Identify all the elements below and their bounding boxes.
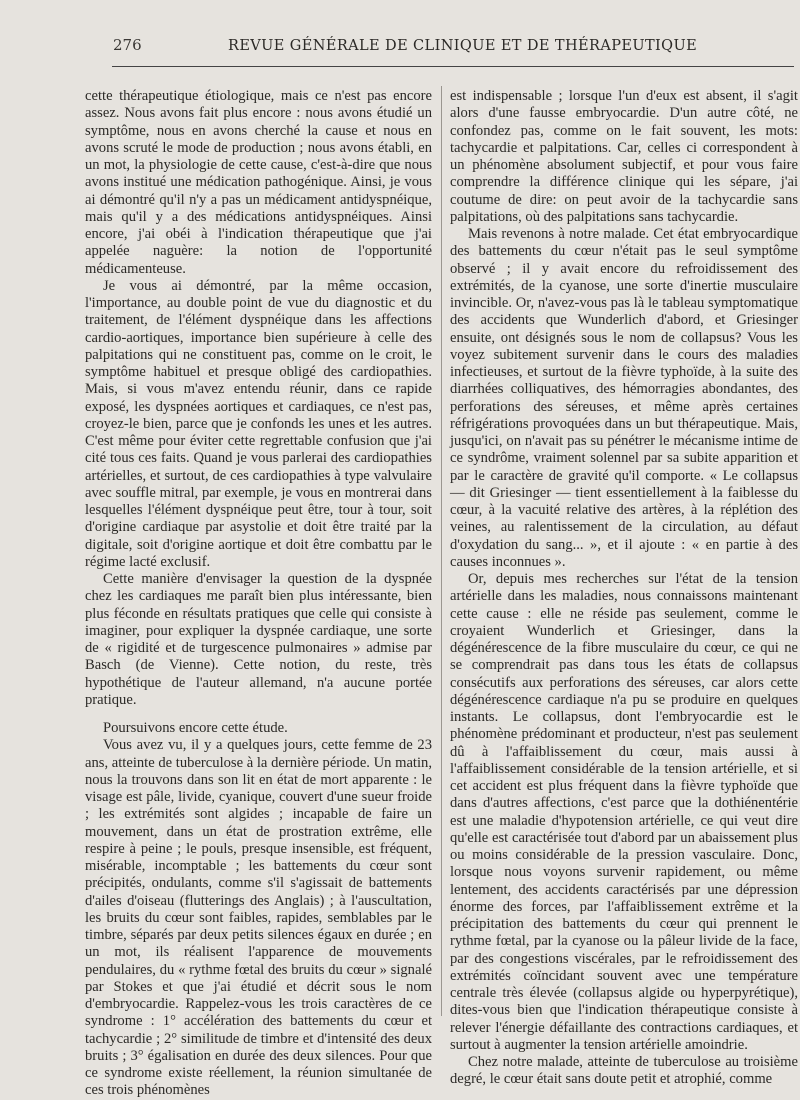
column-divider xyxy=(441,86,442,1016)
paragraph: Mais revenons à notre malade. Cet état embryocardique des battements du cœur n'était pas le seul symptôme observé ; il y avait encore du refroidissement des extrémités, de la cyanose, une sorte d'inertie musculaire invincible. Or, n'avez-vous pas là le tableau symptomatique des accidents que Wunderlich d'abord, et Griesinger ensuite, ont désignés sous le nom de collapsus? Vous les voyez subitement survenir dans le cours des maladies infectieuses, et surtout de la fièvre typhoïde, à la suite des diarrhées colliquatives, des hémorragies abondantes, des perforations des séreuses, et même après certaines réfrigérations provoquées dans un but thérapeutique. Mais, jusqu'ici, on n'avait pas su pénétrer le mécanisme intime de ce syndrôme, vraiment solennel par sa subite apparition et par le caractère de gravité qu'il comporte. « Le collapsus — dit Griesinger — tient essentiellement à la faiblesse du cœur, à la vacuité relative des artères, à la réplétion des veines, au ralentissement de la circulation, au défaut d'oxydation du sang... », et il ajoute : « en partie à des causes inconnues ». xyxy=(450,226,798,570)
page-header xyxy=(0,0,800,70)
paragraph: Poursuivons encore cette étude. xyxy=(103,720,288,736)
paragraph: Or, depuis mes recherches sur l'état de la tension artérielle dans les maladies, nous connaissons maintenant cette cause : elle ne réside pas seulement, comme le croyaient Wunderlich et Griesinger, dans la dégénérescence de la fibre musculaire du cœur, ce qui ne se comprendrait pas dans tous les états de collapsus consécutifs aux perforations des séreuses, car alors cette dégénérescence cardiaque n'a pu se produire en quelques instants. Le collapsus, dont l'embryocardie est le phénomène prédominant et producteur, n'est pas seulement dû à l'affaiblissement du cœur, mais aussi à l'affaiblissement considérable de la tension artérielle, et si cet accident est plus fréquent dans la fièvre typhoïde que dans d'autres affections, c'est parce que la dothiénentérie est une maladie d'hypotension artérielle, ce qui veut dire qu'elle est caractérisée tout d'abord par un abaissement plus ou moins considérable de la pression vasculaire. Donc, lorsque nous voyons survenir rapidement, ou même lentement, des accidents caractérisés par une dépression énorme des forces, par l'affaiblissement extrême et la précipitation des battements du cœur qui prennent le rythme fœtal, par la cyanose ou la pâleur livide de la face, par des congestions viscérales, par le refroidissement des extrémités coïncidant souvent avec une température centrale très élevée (collapsus algide ou hyperpyrétique), dites-vous bien que l'indication thérapeutique consiste à relever l'énergie défaillante des contractions cardiaques, et surtout à augmenter la tension artérielle amoindrie. xyxy=(450,571,798,1053)
paragraph: est indispensable ; lorsque l'un d'eux est absent, il s'agit alors d'une fausse embryocardie. D'un autre côté, ne confondez pas, comme on le fait souvent, les mots: tachycardie et palpitations. Car, celles ci correspondent à un phénomène absolument subjectif, et pour vous faire comprendre la différence clinique qui les sépare, j'ai coutume de dire: on peut avoir de la tachycardie sans palpitations, où des palpitations sans tachycardie. xyxy=(450,88,798,225)
paragraph: cette thérapeutique étiologique, mais ce n'est pas encore assez. Nous avons fait plus encore : nous avons étudié un symptôme, nous en avons cherché la cause et nous en avons scruté le mode de production ; nous avons établi, en un mot, la physiologie de cette cause, c'est-à-dire que nous avons institué une médication pathogénique. Ainsi, je vous ai démontré qu'il n'y a pas un médicament antidyspnéique, mais qu'il y a des médications antidyspnéiques. Ainsi encore, j'ai obéi à l'indication thérapeutique que j'ai appelée naguère: la notion de l'opportunité médicamenteuse. xyxy=(85,88,432,277)
page-number: 276 xyxy=(113,36,142,54)
left-column xyxy=(85,88,432,1099)
header-rule xyxy=(112,66,794,67)
paragraph: Vous avez vu, il y a quelques jours, cette femme de 23 ans, atteinte de tuberculose à la dernière période. Un matin, nous la trouvons dans son lit en état de mort apparente : le visage est pâle, livide, cyanique, couvert d'une sueur froide ; les extrémités sont algides ; incapable de faire un mouvement, dans un état de prostration extrême, elle respire à peine ; le pouls, presque insensible, est fréquent, misérable, incomptable ; les battements du cœur sont précipités, ondulants, comme s'il s'agissait de battements d'ailes d'oiseau (flutterings des Anglais) ; à l'auscultation, les bruits du cœur sont faibles, rapides, semblables par le timbre, séparés par deux petits silences égaux en durée ; en un mot, ils réalisent l'apparence de mouvements pendulaires, du « rythme fœtal des bruits du cœur » signalé par Stokes et que j'ai étudié et décrit sous le nom d'embryocardie. Rappelez-vous les trois caractères de ce syndrome : 1° accélération des battements du cœur et tachycardie ; 2° similitude de timbre et d'intensité des deux bruits ; 3° égalisation en durée des deux silences. Pour que ce syndrome existe réellement, la réunion simultanée de ces trois phénomènes xyxy=(85,737,432,1099)
running-title: REVUE GÉNÉRALE DE CLINIQUE ET DE THÉRAPEUTIQUE xyxy=(228,38,698,54)
paragraph: Je vous ai démontré, par la même occasion, l'importance, au double point de vue du diagnostic et du traitement, de l'élément dyspnéique dans les affections cardio-aortiques, importance bien supérieure à celle des palpitations qui ne constituent pas, comme on le croit, le symptôme habituel et presque obligé des cardiopathies. Mais, si vous m'avez entendu réunir, dans ce rapide exposé, les dyspnées aortiques et cardiaques, ce n'est pas, croyez-le bien, parce que je confonds les unes et les autres. C'est même pour éviter cette regrettable confusion que j'ai cité tous ces faits. Quand je vous parlerai des cardiopathies artérielles, et surtout, de ces cardiopathies à type valvulaire avec souffle mitral, par exemple, je vous en montrerai dans lesquelles l'élément dyspnéique peut être, tour à tour, soit d'origine cardiaque par asystolie et doit être traité par la digitale, soit d'origine aortique et doit être combattu par le régime lacté exclusif. xyxy=(85,277,432,570)
paragraph: Chez notre malade, atteinte de tuberculose au troisième degré, le cœur était sans doute petit et atrophié, comme xyxy=(450,1054,798,1088)
right-column xyxy=(450,88,798,1088)
paragraph: Cette manière d'envisager la question de la dyspnée chez les cardiaques me paraît bien plus intéressante, bien plus féconde en résultats pratiques que celle qui consiste à imaginer, pour expliquer la dyspnée cardiaque, une sorte de « rigidité et de turgescence pulmonaires » admise par Basch (de Vienne). Cette notion, du reste, très hypothétique de l'auteur allemand, n'a aucune portée pratique. xyxy=(85,571,432,708)
